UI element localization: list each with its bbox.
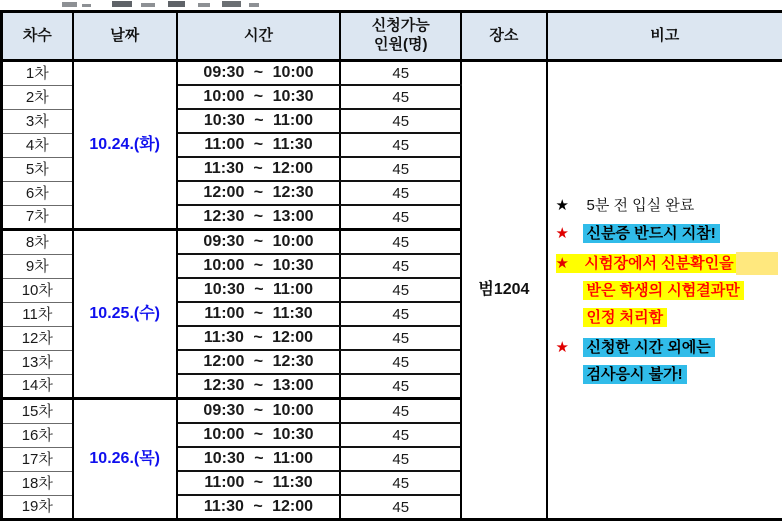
note-line bbox=[556, 334, 779, 361]
round-cell: 12차 bbox=[2, 326, 73, 350]
note-text: 받은 학생의 시험결과만 bbox=[583, 281, 744, 300]
header-capacity-line2: 인원(명) bbox=[374, 36, 428, 53]
header-capacity bbox=[340, 12, 461, 61]
round-cell: 3차 bbox=[2, 109, 73, 133]
round-cell: 14차 bbox=[2, 374, 73, 399]
round-cell: 4차 bbox=[2, 133, 73, 157]
star-icon: ★ bbox=[555, 225, 569, 242]
capacity-cell: 45 bbox=[340, 205, 461, 230]
note-line bbox=[556, 250, 779, 277]
round-cell: 6차 bbox=[2, 181, 73, 205]
time-cell: 10:00 ~ 10:30 bbox=[177, 254, 340, 278]
round-cell: 7차 bbox=[2, 205, 73, 230]
time-cell: 09:30 ~ 10:00 bbox=[177, 61, 340, 86]
header-round: 차수 bbox=[2, 12, 73, 61]
table-header bbox=[2, 12, 782, 61]
capacity-cell: 45 bbox=[340, 471, 461, 495]
note-text: 인정 처리함 bbox=[583, 308, 668, 327]
capacity-cell: 45 bbox=[340, 423, 461, 447]
capacity-cell: 45 bbox=[340, 61, 461, 86]
round-cell: 13차 bbox=[2, 350, 73, 374]
round-cell: 10차 bbox=[2, 278, 73, 302]
place-cell: 범1204 bbox=[461, 61, 546, 520]
note-line bbox=[556, 304, 779, 331]
exam-schedule-table bbox=[0, 10, 782, 521]
round-cell: 9차 bbox=[2, 254, 73, 278]
capacity-cell: 45 bbox=[340, 109, 461, 133]
header-note: 비고 bbox=[547, 12, 782, 61]
star-icon: ★ bbox=[555, 197, 569, 214]
capacity-cell: 45 bbox=[340, 181, 461, 205]
round-cell: 2차 bbox=[2, 85, 73, 109]
capacity-cell: 45 bbox=[340, 326, 461, 350]
time-cell: 10:30 ~ 11:00 bbox=[177, 109, 340, 133]
note-text: 시험장에서 신분확인을 bbox=[584, 255, 734, 272]
star-icon: ★ bbox=[555, 339, 569, 356]
time-cell: 11:30 ~ 12:00 bbox=[177, 157, 340, 181]
note-text: 신청한 시간 외에는 bbox=[583, 338, 715, 357]
highlight-tail bbox=[736, 252, 778, 275]
header-time: 시간 bbox=[177, 12, 340, 61]
note-line bbox=[556, 361, 779, 388]
capacity-cell: 45 bbox=[340, 350, 461, 374]
time-cell: 10:00 ~ 10:30 bbox=[177, 85, 340, 109]
time-cell: 12:30 ~ 13:00 bbox=[177, 374, 340, 399]
capacity-cell: 45 bbox=[340, 399, 461, 424]
note-text: 5분 전 입실 완료 bbox=[586, 197, 695, 214]
time-cell: 12:30 ~ 13:00 bbox=[177, 205, 340, 230]
time-cell: 11:00 ~ 11:30 bbox=[177, 471, 340, 495]
time-cell: 11:30 ~ 12:00 bbox=[177, 326, 340, 350]
header-capacity-line1: 신청가능 bbox=[371, 17, 430, 35]
time-cell: 10:30 ~ 11:00 bbox=[177, 278, 340, 302]
date-cell: 10.24.(화) bbox=[73, 61, 177, 230]
capacity-cell: 45 bbox=[340, 374, 461, 399]
capacity-cell: 45 bbox=[340, 447, 461, 471]
time-cell: 09:30 ~ 10:00 bbox=[177, 399, 340, 424]
cropped-heading-fragments bbox=[0, 0, 782, 10]
time-cell: 11:00 ~ 11:30 bbox=[177, 302, 340, 326]
star-icon: ★ bbox=[555, 255, 569, 272]
round-cell: 19차 bbox=[2, 495, 73, 520]
capacity-cell: 45 bbox=[340, 254, 461, 278]
time-cell: 11:30 ~ 12:00 bbox=[177, 495, 340, 520]
time-cell: 09:30 ~ 10:00 bbox=[177, 230, 340, 255]
capacity-cell: 45 bbox=[340, 278, 461, 302]
note-line bbox=[556, 277, 779, 304]
capacity-cell: 45 bbox=[340, 495, 461, 520]
header-date: 날짜 bbox=[73, 12, 177, 61]
time-cell: 11:00 ~ 11:30 bbox=[177, 133, 340, 157]
note-cell bbox=[547, 61, 782, 520]
note-text: 신분증 반드시 지참! bbox=[583, 224, 720, 243]
round-cell: 15차 bbox=[2, 399, 73, 424]
time-cell: 10:00 ~ 10:30 bbox=[177, 423, 340, 447]
note-line bbox=[556, 220, 779, 247]
header-place: 장소 bbox=[461, 12, 546, 61]
time-cell: 12:00 ~ 12:30 bbox=[177, 181, 340, 205]
round-cell: 17차 bbox=[2, 447, 73, 471]
capacity-cell: 45 bbox=[340, 230, 461, 255]
round-cell: 11차 bbox=[2, 302, 73, 326]
round-cell: 8차 bbox=[2, 230, 73, 255]
round-cell: 18차 bbox=[2, 471, 73, 495]
round-cell: 1차 bbox=[2, 61, 73, 86]
capacity-cell: 45 bbox=[340, 133, 461, 157]
capacity-cell: 45 bbox=[340, 302, 461, 326]
table-row bbox=[2, 61, 782, 86]
round-cell: 5차 bbox=[2, 157, 73, 181]
round-cell: 16차 bbox=[2, 423, 73, 447]
date-cell: 10.25.(수) bbox=[73, 230, 177, 399]
date-cell: 10.26.(목) bbox=[73, 399, 177, 520]
capacity-cell: 45 bbox=[340, 85, 461, 109]
time-cell: 10:30 ~ 11:00 bbox=[177, 447, 340, 471]
note-text: 검사응시 불가! bbox=[583, 365, 687, 384]
capacity-cell: 45 bbox=[340, 157, 461, 181]
note-line bbox=[556, 192, 779, 219]
time-cell: 12:00 ~ 12:30 bbox=[177, 350, 340, 374]
